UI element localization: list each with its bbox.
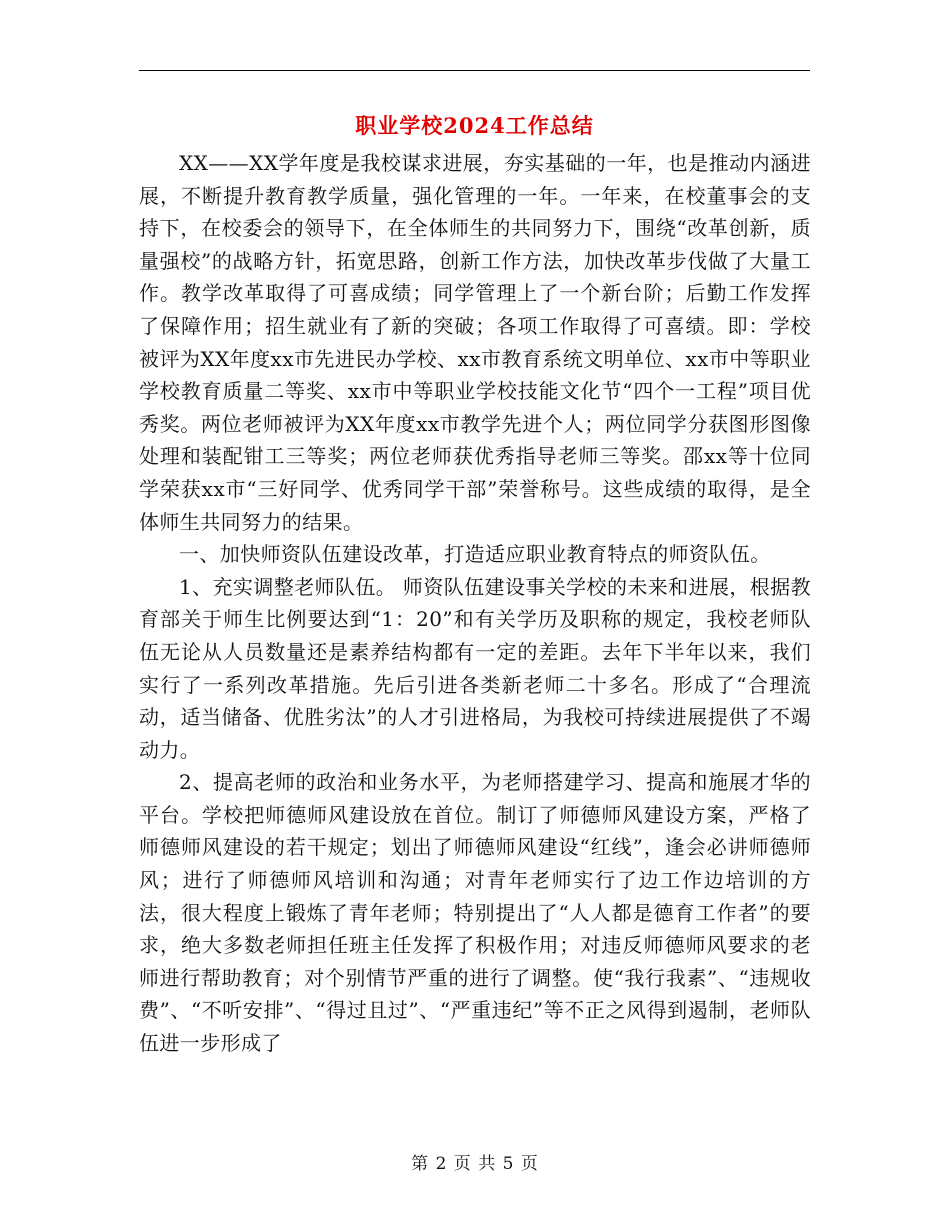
header-rule	[139, 70, 810, 71]
paragraph-item-one: 1、充实调整老师队伍。 师资队伍建设事关学校的未来和进展，根据教育部关于师生比例要达到“1：20”和有关学历及职称的规定，我校老师队伍无论从人员数量还是素养结构都有一定的差距。去年下半年以来，我们实行了一系列改革措施。先后引进各类新老师二十多名。形成了“合理流动，适当储备、优胜劣汰”的人才引进格局，为我校可持续进展提供了不竭动力。	[139, 574, 811, 762]
paragraph-intro: XX——XX学年度是我校谋求进展，夯实基础的一年，也是推动内涵进展，不断提升教育教学质量，强化管理的一年。一年来，在校董事会的支持下，在校委会的领导下，在全体师生的共同努力下，围绕“改革创新，质量强校”的战略方针，拓宽思路，创新工作方法，加快改革步伐做了大量工作。教学改革取得了可喜成绩；同学管理上了一个新台阶；后勤工作发挥了保障作用；招生就业有了新的突破；各项工作取得了可喜绩。即：学校被评为XX年度xx市先进民办学校、xx市教育系统文明单位、xx市中等职业学校教育质量二等奖、xx市中等职业学校技能文化节“四个一工程”项目优秀奖。两位老师被评为XX年度xx市教学先进个人；两位同学分获图形图像处理和装配钳工三等奖；两位老师获优秀指导老师三等奖。邵xx等十位同学荣获xx市“三好同学、优秀同学干部”荣誉称号。这些成绩的取得，是全体师生共同努力的结果。	[139, 151, 811, 534]
page-number-footer: 第 2 页 共 5 页	[411, 1154, 539, 1174]
paragraph-item-two: 2、提高老师的政治和业务水平，为老师搭建学习、提高和施展才华的平台。学校把师德师风建设放在首位。制订了师德师风建设方案，严格了师德师风建设的若干规定；划出了师德师风建设“红线”，逢会必讲师德师风；进行了师德师风培训和沟通；对青年老师实行了边工作边培训的方法，很大程度上锻炼了青年老师；特别提出了“人人都是德育工作者”的要求，绝大多数老师担任班主任发挥了积极作用；对违反师德师风要求的老师进行帮助教育；对个别情节严重的进行了调整。使“我行我素”、“违规收费”、“不听安排”、“得过且过”、“严重违纪”等不正之风得到遏制，老师队伍进一步形成了	[139, 770, 811, 1056]
paragraph-section-one-heading: 一、加快师资队伍建设改革，打造适应职业教育特点的师资队伍。	[179, 542, 771, 567]
document-title: 职业学校2024工作总结	[355, 113, 594, 138]
document-body	[139, 147, 811, 1060]
